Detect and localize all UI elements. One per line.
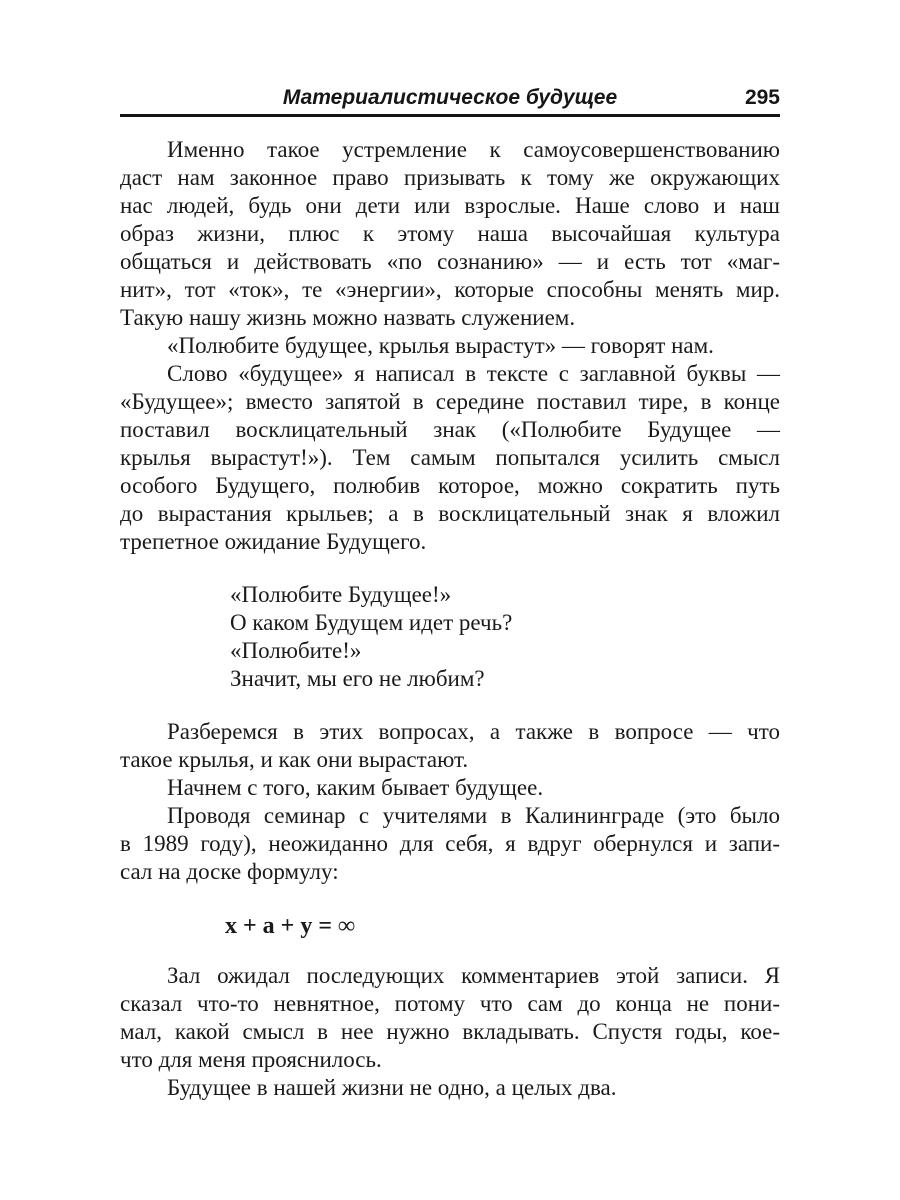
formula: x + a + y = ∞	[225, 913, 356, 939]
quote-line: Значит, мы его не любим?	[230, 666, 485, 691]
text-line: нит», тот «ток», те «энергии», которые способны менять мир.	[120, 277, 780, 302]
paragraph-8	[120, 1074, 780, 1102]
text-line: такое крылья, и как они вырастают.	[120, 747, 469, 772]
paragraph-5	[120, 774, 780, 802]
text-line: «Полюбите будущее, крылья вырастут» — говорят нам.	[167, 333, 714, 358]
text-line: Проводя семинар с учителями в Калининграде (это было	[167, 803, 780, 828]
text-line: крылья вырастут!»). Тем самым попытался усилить смысл	[120, 445, 780, 470]
paragraph-2	[120, 332, 780, 360]
page-content	[120, 136, 780, 1102]
text-line: Такую нашу жизнь можно назвать служением.	[120, 305, 576, 330]
text-line: даст нам законное право призывать к тому же окружающих	[120, 165, 780, 190]
paragraph-1	[120, 136, 780, 332]
quote-block	[230, 581, 780, 693]
paragraph-3	[120, 360, 780, 556]
text-line: мал, какой смысл в нее нужно вкладывать. Спустя годы, кое-	[120, 1019, 780, 1044]
text-line: общаться и действовать «по сознанию» — и есть тот «маг-	[120, 249, 780, 274]
page-number: 295	[744, 86, 780, 109]
text-line: поставил восклицательный знак («Полюбите Будущее —	[120, 417, 780, 442]
running-title: Материалистическое будущее	[282, 86, 618, 109]
quote-line: «Полюбите Будущее!»	[230, 582, 452, 607]
text-line: нас людей, будь они дети или взрослые. Наше слово и наш	[120, 193, 780, 218]
text-line: сказал что-то невнятное, потому что сам до конца не пони-	[120, 991, 780, 1016]
text-line: трепетное ожидание Будущего.	[120, 529, 427, 554]
text-line: «Будущее»; вместо запятой в середине поставил тире, в конце	[120, 389, 780, 414]
header-rule	[120, 114, 780, 117]
text-line: Будущее в нашей жизни не одно, а целых два.	[167, 1075, 617, 1100]
text-line: образ жизни, плюс к этому наша высочайшая культура	[120, 221, 780, 246]
text-line: Начнем с того, каким бывает будущее.	[167, 775, 544, 800]
page-header	[120, 85, 780, 111]
text-line: особого Будущего, полюбив которое, можно сократить путь	[120, 473, 780, 498]
text-line: Именно такое устремление к самоусовершенствованию	[167, 137, 780, 162]
text-line: до вырастания крыльев; а в восклицательный знак я вложил	[120, 501, 780, 526]
text-line: сал на доске формулу:	[120, 859, 339, 884]
text-line: что для меня прояснилось.	[120, 1047, 382, 1072]
text-line: Зал ожидал последующих комментариев этой записи. Я	[167, 963, 780, 988]
text-line: Разберемся в этих вопросах, а также в вопросе — что	[167, 719, 780, 744]
paragraph-6	[120, 802, 780, 886]
paragraph-4	[120, 718, 780, 774]
paragraph-7	[120, 962, 780, 1074]
text-line: Слово «будущее» я написал в тексте с заглавной буквы —	[167, 361, 780, 386]
text-line: в 1989 году), неожиданно для себя, я вдруг обернулся и запи-	[120, 831, 780, 856]
quote-line: О каком Будущем идет речь?	[230, 610, 513, 635]
quote-line: «Полюбите!»	[230, 638, 362, 663]
